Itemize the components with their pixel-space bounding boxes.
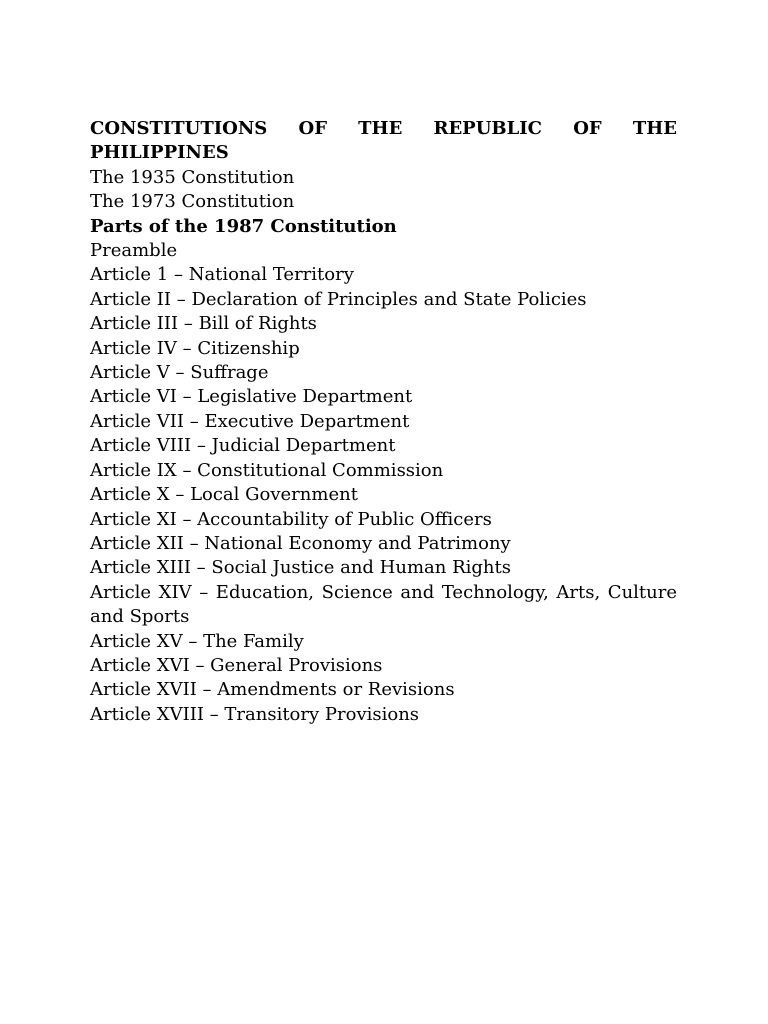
part-article-4: Article IV – Citizenship bbox=[90, 337, 300, 359]
part-article-5: Article V – Suffrage bbox=[90, 362, 269, 384]
constitution-1935: The 1935 Constitution bbox=[90, 166, 295, 188]
document-title: CONSTITUTIONS OF THE REPUBLIC OF THE PHILIPPINES bbox=[90, 118, 677, 164]
part-article-16: Article XVI – General Provisions bbox=[90, 654, 383, 676]
constitution-1973: The 1973 Constitution bbox=[90, 191, 295, 213]
part-article-10: Article X – Local Government bbox=[90, 484, 358, 506]
part-article-9: Article IX – Constitutional Commission bbox=[90, 459, 444, 481]
part-article-13: Article XIII – Social Justice and Human Rights bbox=[90, 557, 511, 579]
document-page bbox=[90, 117, 677, 727]
part-article-12: Article XII – National Economy and Patrimony bbox=[90, 532, 511, 554]
parts-heading: Parts of the 1987 Constitution bbox=[90, 215, 397, 237]
part-article-2: Article II – Declaration of Principles and State Policies bbox=[90, 288, 587, 310]
part-article-15: Article XV – The Family bbox=[90, 630, 304, 652]
part-article-14: Article XIV – Education, Science and Technology, Arts, Culture and Sports bbox=[90, 581, 677, 628]
part-article-3: Article III – Bill of Rights bbox=[90, 313, 317, 335]
part-article-8: Article VIII – Judicial Department bbox=[90, 435, 396, 457]
part-article-6: Article VI – Legislative Department bbox=[90, 386, 413, 408]
part-preamble: Preamble bbox=[90, 240, 178, 262]
part-article-7: Article VII – Executive Department bbox=[90, 410, 410, 432]
part-article-17: Article XVII – Amendments or Revisions bbox=[90, 679, 455, 701]
part-article-11: Article XI – Accountability of Public Officers bbox=[90, 508, 492, 530]
part-article-1: Article 1 – National Territory bbox=[90, 264, 354, 286]
part-article-18: Article XVIII – Transitory Provisions bbox=[90, 703, 420, 725]
